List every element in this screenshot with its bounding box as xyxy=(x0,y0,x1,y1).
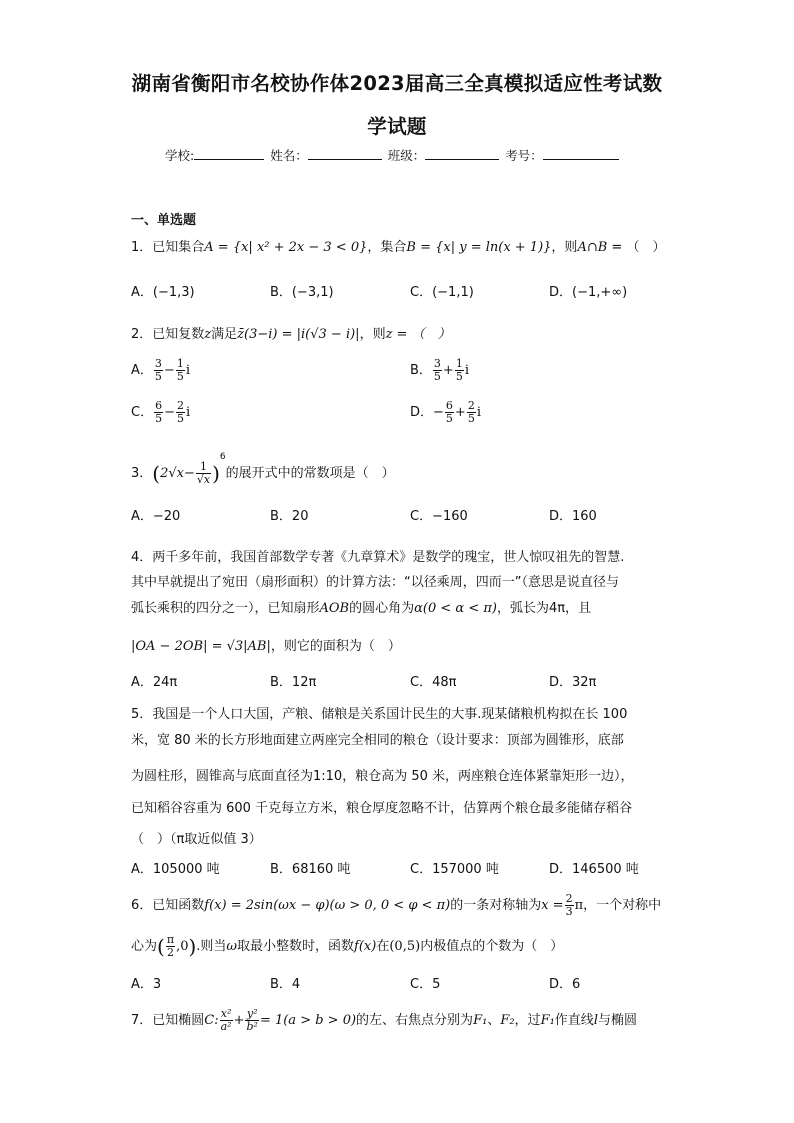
frac-num: 2 xyxy=(565,892,573,905)
q6-text: 取最小整数时，函数 xyxy=(237,939,355,954)
q5-option-a[interactable]: A．105000 吨 xyxy=(131,862,220,877)
q5-line4: 已知稻谷容重为 600 千克每立方米，粮仓厚度忽略不计，估算两个粮仓最多能储存稻谷 xyxy=(131,801,633,816)
operator: + xyxy=(233,1013,245,1028)
q7-line-name: l xyxy=(593,1013,598,1028)
q6-text: 心为 xyxy=(131,939,158,954)
frac-num: 1 xyxy=(176,357,184,370)
right-paren: ) xyxy=(212,461,220,486)
q6-text: .则当 xyxy=(196,939,227,954)
q1-option-d[interactable]: D．(−1,+∞) xyxy=(549,285,628,300)
exam-title-line2: 学试题 xyxy=(367,115,427,138)
frac-den: 5 xyxy=(154,370,162,383)
q5-line1: 5．我国是一个人口大国，产粮、储粮是关系国计民生的大事.现某储粮机构拟在长 100 xyxy=(131,707,628,722)
q6-option-b[interactable]: B．4 xyxy=(270,977,301,992)
q6-option-c[interactable]: C．5 xyxy=(410,977,441,992)
frac-den: b² xyxy=(246,1020,258,1033)
frac-num: 2 xyxy=(467,399,475,412)
option-label: D．− xyxy=(410,405,444,420)
q2-option-c[interactable] xyxy=(131,400,190,425)
q1-option-c[interactable]: C．(−1,1) xyxy=(410,285,474,300)
q1-set-a: A = {x| x² + 2x − 3 < 0} xyxy=(204,240,368,255)
q4-option-a[interactable]: A．24π xyxy=(131,675,178,690)
q7-stem xyxy=(131,1008,637,1033)
frac-den: √x xyxy=(196,473,211,486)
q7-ellipse-name: C: xyxy=(204,1013,219,1028)
frac-num: 1 xyxy=(196,461,211,474)
q1-option-a[interactable]: A．(−1,3) xyxy=(131,285,195,300)
q6-text: 在 xyxy=(376,939,390,954)
q6-text: ，一个对称中 xyxy=(583,898,662,913)
q4-vector-equation: |OA − 2OB| = √3|AB| xyxy=(131,639,271,654)
q3-option-b[interactable]: B．20 xyxy=(270,509,309,524)
q6-option-d[interactable]: D．6 xyxy=(549,977,581,992)
frac-den: 5 xyxy=(467,412,475,425)
q4-text: ，弧长为4π，且 xyxy=(496,601,592,616)
number-label: 考号： xyxy=(505,148,543,163)
q7-text: 的左、右焦点分别为 xyxy=(356,1013,474,1028)
q4-line2: 其中早就提出了宛田（扇形面积）的计算方法：“以径乘周，四而一”（意思是说直径与 xyxy=(131,575,619,590)
frac-num: x² xyxy=(220,1007,232,1020)
name-label: 姓名： xyxy=(270,148,308,163)
frac-num: 2 xyxy=(176,399,184,412)
q7-equation-tail: = 1(a > b > 0) xyxy=(259,1013,357,1028)
q1-text: 1．已知集合 xyxy=(131,240,205,255)
q6-function: f(x) = 2sin(ωx − φ)(ω > 0, 0 < φ < π) xyxy=(204,898,451,913)
q6-center: ,0 xyxy=(176,939,189,954)
frac-num: 6 xyxy=(155,399,163,412)
q1-text: = （ ） xyxy=(607,240,666,255)
q4-line4 xyxy=(131,635,401,654)
q2-text: 2．已知复数 xyxy=(131,327,205,342)
q3-term: 2√x xyxy=(160,466,184,481)
q7-text: 、 xyxy=(487,1013,501,1028)
frac-den: 5 xyxy=(433,370,441,383)
q2-variable: z xyxy=(204,327,212,342)
q2-text: z = （ ） xyxy=(385,327,451,342)
q2-equation: z̄(3−i) = |i(√3 − i)| xyxy=(237,327,360,342)
q4-text: 的圆心角为 xyxy=(349,601,415,616)
class-input[interactable] xyxy=(425,146,499,160)
q6-axis: x = xyxy=(541,898,564,913)
operator: + xyxy=(442,363,454,378)
q4-option-d[interactable]: D．32π xyxy=(549,675,597,690)
frac-den: 5 xyxy=(455,370,463,383)
student-info-fields xyxy=(165,146,621,164)
frac-num: 6 xyxy=(445,399,453,412)
q5-option-c[interactable]: C．157000 吨 xyxy=(410,862,499,877)
option-label: A． xyxy=(131,363,153,378)
q6-line1 xyxy=(131,893,661,918)
q6-function-ref: f(x) xyxy=(354,939,377,954)
frac-den: 5 xyxy=(176,370,184,383)
q4-text: 弧长乘积的四分之一），已知扇形 xyxy=(131,601,320,616)
class-label: 班级： xyxy=(387,148,426,163)
q6-line2 xyxy=(131,934,563,959)
q4-option-c[interactable]: C．48π xyxy=(410,675,457,690)
left-paren: ( xyxy=(157,934,165,959)
frac-num: 3 xyxy=(433,357,441,370)
q7-text: 作直线 xyxy=(554,1013,594,1028)
q5-line5: （ ）（π取近似值 3） xyxy=(131,832,262,847)
q4-line3 xyxy=(131,597,591,616)
frac-num: π xyxy=(166,933,175,946)
name-input[interactable] xyxy=(308,146,382,160)
frac-num: y² xyxy=(246,1007,258,1020)
q7-text: ，过 xyxy=(514,1013,541,1028)
q6-text: 内极值点的个数为（ ） xyxy=(420,939,564,954)
q6-text: 的一条对称轴为 xyxy=(450,898,542,913)
q3-number: 3． xyxy=(131,466,153,481)
imag-unit: i xyxy=(185,405,191,420)
option-label: B． xyxy=(410,363,432,378)
frac-num: 3 xyxy=(154,357,162,370)
q2-option-d[interactable] xyxy=(410,400,481,425)
q3-stem xyxy=(131,452,395,486)
school-label: 学校: xyxy=(165,148,195,163)
pi-symbol: π xyxy=(574,898,584,913)
q6-option-a[interactable]: A．3 xyxy=(131,977,162,992)
q2-stem xyxy=(131,323,451,342)
q2-option-a[interactable] xyxy=(131,358,190,383)
q3-option-c[interactable]: C．−160 xyxy=(410,509,468,524)
q3-text: 的展开式中的常数项是（ ） xyxy=(225,466,395,481)
section-heading: 一、单选题 xyxy=(131,213,197,228)
frac-den: a² xyxy=(220,1020,232,1033)
imag-unit: i xyxy=(185,363,190,378)
imag-unit: i xyxy=(476,405,481,420)
frac-den: 5 xyxy=(176,412,184,425)
q1-expression: A∩B xyxy=(577,240,608,255)
imag-unit: i xyxy=(464,363,469,378)
q5-line2: 米，宽 80 米的长方形地面建立两座完全相同的粮仓（设计要求：顶部为圆锥形，底部 xyxy=(131,733,624,748)
q3-option-a[interactable]: A．−20 xyxy=(131,509,181,524)
frac-num: 1 xyxy=(455,357,463,370)
q3-power: 6 xyxy=(219,452,226,462)
q6-text: 6．已知函数 xyxy=(131,898,205,913)
frac-den: 5 xyxy=(445,412,453,425)
q7-focus-right: F₂ xyxy=(500,1013,515,1028)
operator: − xyxy=(164,405,175,420)
q1-text: ，则 xyxy=(551,240,578,255)
number-input[interactable] xyxy=(543,146,619,160)
school-input[interactable] xyxy=(194,146,264,160)
option-label: C． xyxy=(131,405,154,420)
operator: + xyxy=(454,405,466,420)
frac-den: 3 xyxy=(565,905,573,918)
operator: − xyxy=(183,466,195,481)
right-paren: ) xyxy=(188,934,197,959)
q4-option-b[interactable]: B．12π xyxy=(270,675,317,690)
q5-line3: 为圆柱形，圆锥高与底面直径为1:10，粮仓高为 50 米，两座粮仓连体紧靠矩形一边）， xyxy=(131,769,634,784)
q2-text: 满足 xyxy=(211,327,238,342)
q7-text: 7．已知椭圆 xyxy=(131,1013,205,1028)
frac-den: 5 xyxy=(155,412,163,425)
frac-den: 2 xyxy=(166,946,174,959)
q3-option-d[interactable]: D．160 xyxy=(549,509,597,524)
left-paren: ( xyxy=(152,461,161,486)
q4-angle: α(0 < α < π) xyxy=(414,601,497,616)
exam-title-line1: 湖南省衡阳市名校协作体2023届高三全真模拟适应性考试数 xyxy=(131,72,663,95)
q7-focus-left: F₁ xyxy=(540,1013,555,1028)
q5-option-d[interactable]: D．146500 吨 xyxy=(549,862,639,877)
operator: − xyxy=(163,363,175,378)
q1-option-b[interactable]: B．(−3,1) xyxy=(270,285,334,300)
q2-option-b[interactable] xyxy=(410,358,469,383)
q6-omega: ω xyxy=(226,939,238,954)
q7-focus-left: F₁ xyxy=(473,1013,488,1028)
q4-line1: 4．两千多年前，我国首部数学专著《九章算术》是数学的瑰宝，世人惊叹祖先的智慧. xyxy=(131,550,625,565)
q1-text: ，集合 xyxy=(367,240,407,255)
q6-interval: (0,5) xyxy=(389,939,421,954)
q7-text: 与椭圆 xyxy=(597,1013,637,1028)
q1-set-b: B = {x| y = ln(x + 1)} xyxy=(406,240,552,255)
q2-text: ，则 xyxy=(359,327,386,342)
q4-text: ，则它的面积为（ ） xyxy=(270,639,401,654)
q4-sector-name: AOB xyxy=(319,601,350,616)
q1-stem xyxy=(131,236,665,255)
q5-option-b[interactable]: B．68160 吨 xyxy=(270,862,351,877)
